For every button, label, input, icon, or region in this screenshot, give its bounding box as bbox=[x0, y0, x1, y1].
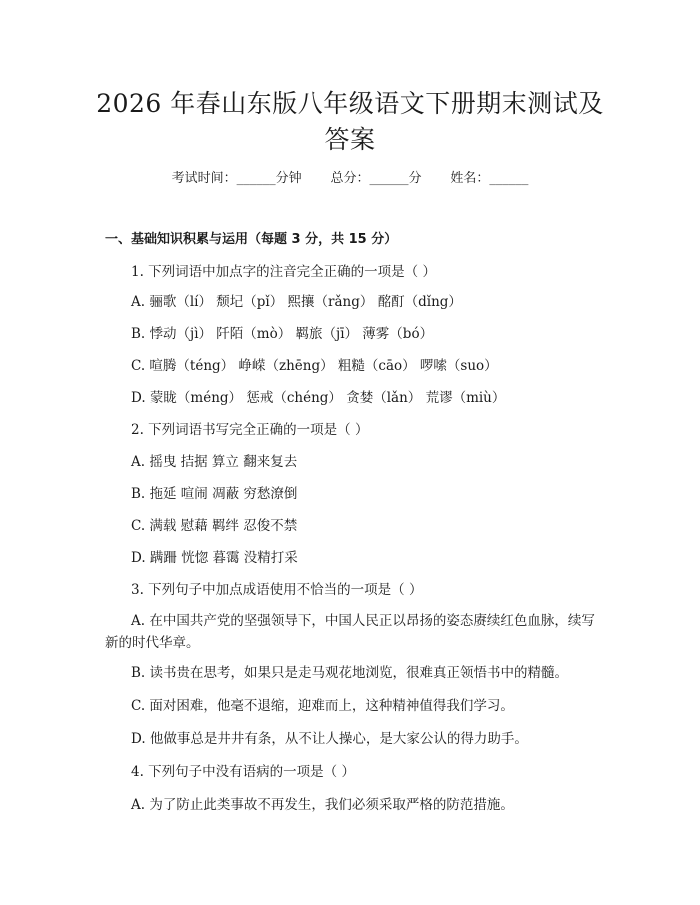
section-heading: 一、基础知识积累与运用（每题 3 分，共 15 分） bbox=[105, 232, 398, 247]
question-1-option-c: C. 喧腾（téng） 峥嵘（zhēng） 粗糙（cāo） 啰嗦（suo） bbox=[131, 358, 498, 374]
question-4-option-a: A. 为了防止此类事故不再发生，我们必须采取严格的防范措施。 bbox=[131, 797, 514, 813]
question-2-option-a: A. 摇曳 拮据 算立 翻来复去 bbox=[131, 454, 298, 470]
question-1-option-a: A. 骊歌（lí） 颓圮（pǐ） 熙攘（rǎng） 酩酊（dǐng） bbox=[131, 294, 462, 310]
question-2-option-d: D. 蹒跚 恍惚 暮霭 没精打采 bbox=[131, 550, 298, 566]
exam-meta-info: 考试时间：______分钟 总分：______分 姓名：______ bbox=[171, 171, 529, 186]
question-3-option-d: D. 他做事总是井井有条，从不让人操心，是大家公认的得力助手。 bbox=[131, 731, 528, 747]
question-2-stem: 2. 下列词语书写完全正确的一项是（ ） bbox=[131, 422, 369, 438]
question-3-option-b: B. 读书贵在思考，如果只是走马观花地浏览，很难真正领悟书中的精髓。 bbox=[131, 665, 569, 681]
question-4-stem: 4. 下列句子中没有语病的一项是（ ） bbox=[131, 764, 355, 780]
question-1-stem: 1. 下列词语中加点字的注音完全正确的一项是（ ） bbox=[131, 264, 436, 280]
question-3-option-a: A. 在中国共产党的坚强领导下，中国人民正以昂扬的姿态赓续红色血脉，续写新的时代华章。 bbox=[105, 613, 595, 651]
title-line-1: 2026 年春山东版八年级语文下册期末测试及 bbox=[96, 89, 604, 118]
question-1-option-d: D. 蒙眬（méng） 惩戒（chéng） 贪婪（lǎn） 荒谬（miù） bbox=[131, 390, 506, 406]
question-3-stem: 3. 下列句子中加点成语使用不恰当的一项是（ ） bbox=[131, 582, 423, 598]
question-2-option-c: C. 满载 慰藉 羁绊 忍俊不禁 bbox=[131, 518, 298, 534]
page-title bbox=[80, 86, 620, 158]
question-2-option-b: B. 拖延 喧闹 凋蔽 穷愁潦倒 bbox=[131, 486, 298, 502]
question-1-option-b: B. 悸动（jì） 阡陌（mò） 羁旅（jī） 薄雾（bó） bbox=[131, 326, 434, 342]
question-3-option-c: C. 面对困难，他毫不退缩，迎难而上，这种精神值得我们学习。 bbox=[131, 698, 514, 714]
title-line-2: 答案 bbox=[324, 125, 376, 154]
